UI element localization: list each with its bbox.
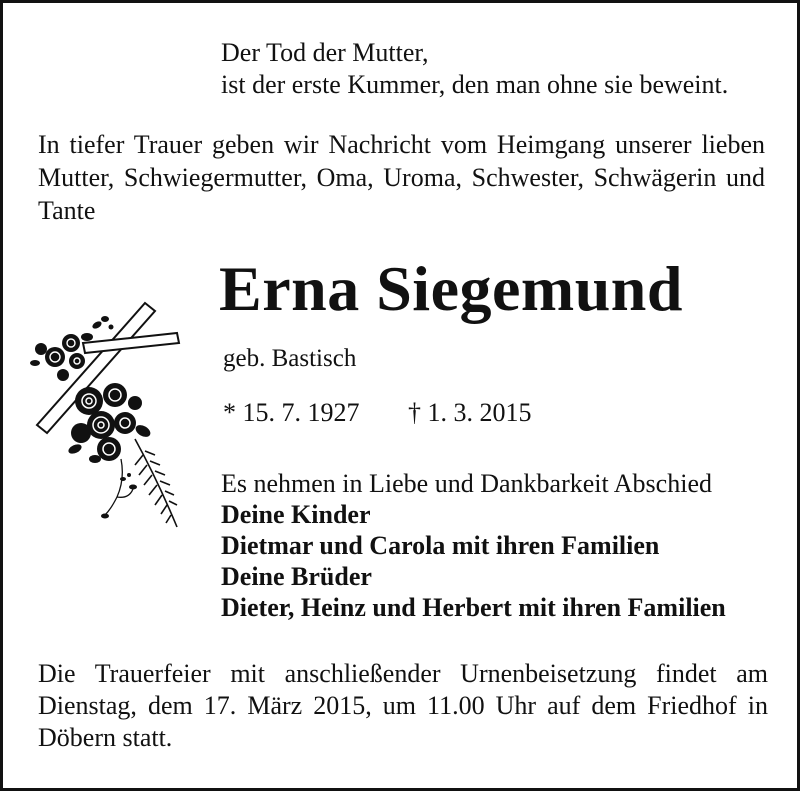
cross-with-roses-icon xyxy=(25,299,187,535)
mourner-line: Dieter, Heinz und Herbert mit ihren Familien xyxy=(221,593,726,622)
birth-date: * 15. 7. 1927 xyxy=(223,398,360,427)
life-dates xyxy=(223,397,532,429)
maiden-name: geb. Bastisch xyxy=(223,345,357,372)
mourners-intro: Es nehmen in Liebe und Dankbarkeit Abschied xyxy=(221,469,712,498)
announcement-text: In tiefer Trauer geben wir Nachricht vom Heimgang unserer lieben Mutter, Schwiegermutter, Oma, Uroma, Schwester, Schwägerin und Tante xyxy=(38,130,765,225)
deceased-name: Erna Siegemund xyxy=(219,253,683,324)
mourners-list xyxy=(221,468,726,623)
motto-line-2: ist der erste Kummer, den man ohne sie beweint. xyxy=(221,70,729,99)
mourner-line: Deine Brüder xyxy=(221,562,372,591)
motto-quote xyxy=(221,37,728,101)
mourner-line: Dietmar und Carola mit ihren Familien xyxy=(221,531,660,560)
mourner-line: Deine Kinder xyxy=(221,500,371,529)
motto-line-1: Der Tod der Mutter, xyxy=(221,38,429,67)
death-date: † 1. 3. 2015 xyxy=(408,398,532,427)
funeral-details: Die Trauerfeier mit anschließender Urnenbeisetzung findet am Dienstag, dem 17. März 2015, um 11.00 Uhr auf dem Friedhof in Döbern statt. xyxy=(38,659,768,752)
